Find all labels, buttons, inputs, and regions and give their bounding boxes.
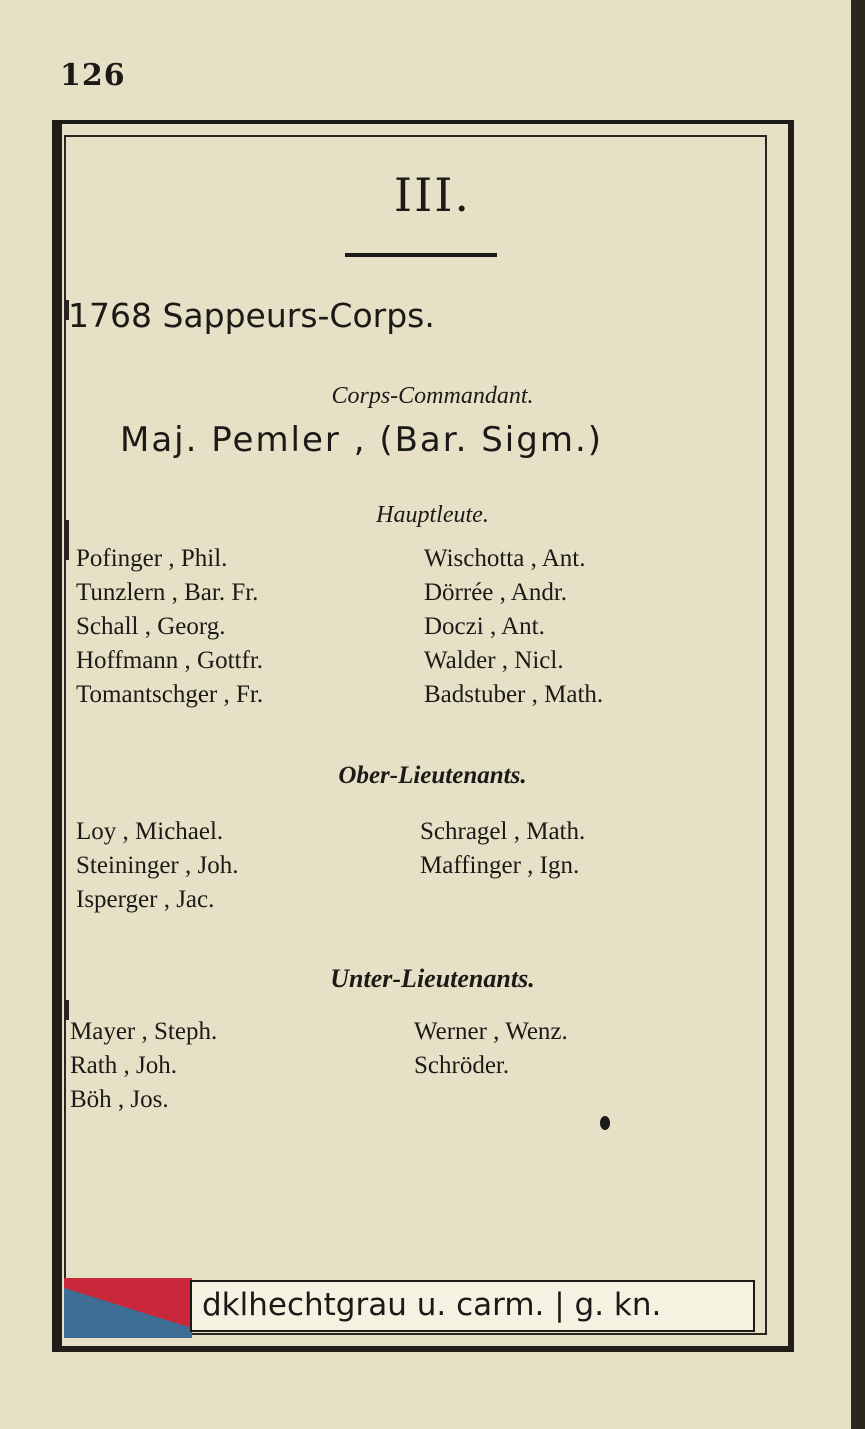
name-entry: Dörrée , Andr. bbox=[424, 579, 568, 606]
ober-right-column bbox=[420, 815, 585, 883]
page-number: 126 bbox=[60, 58, 126, 93]
ober-left-column bbox=[76, 815, 239, 917]
name-entry: Rath , Joh. bbox=[70, 1052, 177, 1079]
name-entry: Isperger , Jac. bbox=[76, 886, 215, 913]
ink-spot bbox=[600, 1116, 610, 1130]
section-rule bbox=[345, 253, 497, 257]
name-entry: Böh , Jos. bbox=[70, 1086, 169, 1113]
name-entry: Schragel , Math. bbox=[420, 818, 586, 845]
hauptleute-left-column bbox=[76, 542, 263, 712]
margin-mark bbox=[66, 1000, 69, 1020]
ober-lieutenants-heading: Ober-Lieutenants. bbox=[338, 762, 527, 789]
name-entry: Maffinger , Ign. bbox=[420, 852, 580, 879]
unter-lieutenants-heading: Unter-Lieutenants. bbox=[330, 964, 535, 993]
hauptleute-right-column bbox=[424, 542, 603, 712]
uniform-color-swatch bbox=[64, 1278, 192, 1338]
section-number: III. bbox=[393, 168, 472, 222]
unter-left-column bbox=[70, 1015, 217, 1117]
name-entry: Werner , Wenz. bbox=[414, 1018, 568, 1045]
name-entry: Hoffmann , Gottfr. bbox=[76, 647, 264, 674]
name-entry: Doczi , Ant. bbox=[424, 613, 545, 640]
corps-title: 1768 Sappeurs-Corps. bbox=[68, 296, 435, 335]
hauptleute-heading: Hauptleute. bbox=[376, 502, 489, 528]
name-entry: Steininger , Joh. bbox=[76, 852, 239, 879]
unter-right-column bbox=[414, 1015, 568, 1083]
name-entry: Pofinger , Phil. bbox=[76, 545, 228, 572]
name-entry: Schröder. bbox=[414, 1052, 510, 1079]
commandant-name: Maj. Pemler , (Bar. Sigm.) bbox=[120, 420, 604, 460]
commandant-heading: Corps-Commandant. bbox=[331, 383, 534, 409]
name-entry: Loy , Michael. bbox=[76, 818, 224, 845]
name-entry: Tomantschger , Fr. bbox=[76, 681, 264, 708]
uniform-color-label: dklhechtgrau u. carm. | g. kn. bbox=[190, 1280, 755, 1332]
name-entry: Badstuber , Math. bbox=[424, 681, 604, 708]
name-entry: Tunzlern , Bar. Fr. bbox=[76, 579, 259, 606]
name-entry: Wischotta , Ant. bbox=[424, 545, 586, 572]
name-entry: Walder , Nicl. bbox=[424, 647, 564, 674]
name-entry: Schall , Georg. bbox=[76, 613, 226, 640]
name-entry: Mayer , Steph. bbox=[70, 1018, 218, 1045]
